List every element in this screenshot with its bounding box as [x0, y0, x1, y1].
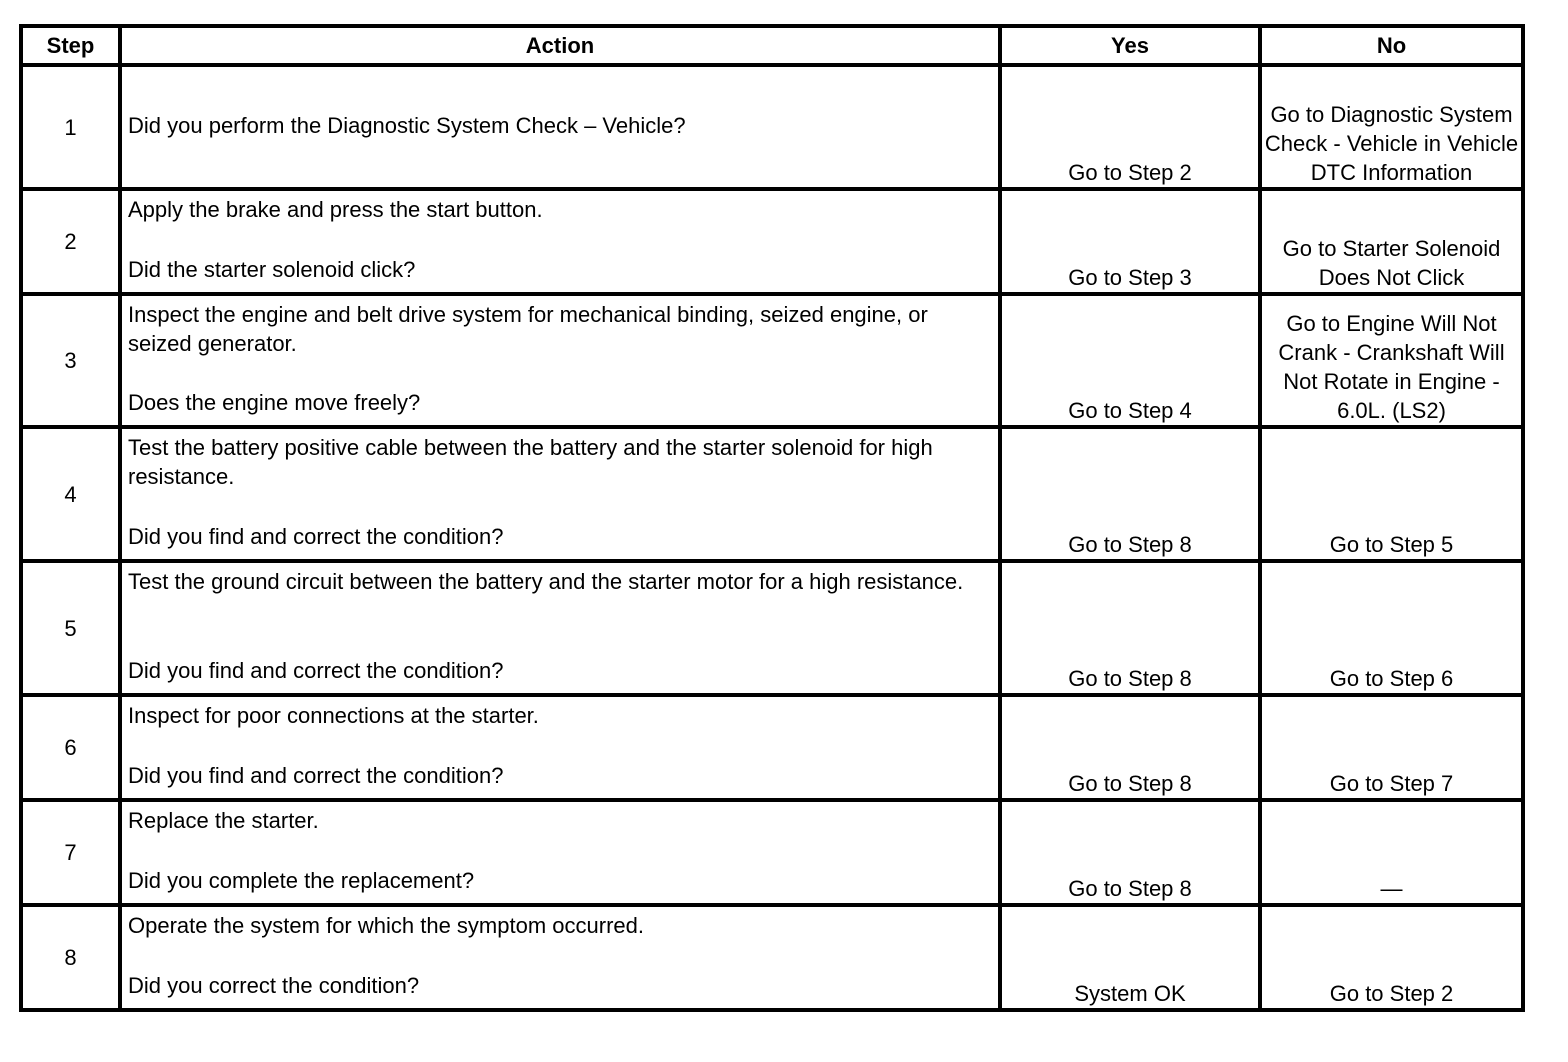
action-instruction: Test the battery positive cable between the battery and the starter solenoid for high resistance.	[128, 435, 933, 489]
table-row	[21, 427, 1523, 561]
action-instruction: Inspect the engine and belt drive system for mechanical binding, seized engine, or seized generator.	[128, 302, 928, 356]
action-instruction: Operate the system for which the symptom occurred.	[128, 913, 644, 938]
no-result: Go to Step 6	[1260, 561, 1523, 695]
action-question: Does the engine move freely?	[128, 390, 421, 415]
step-number: 1	[21, 65, 120, 189]
step-number: 3	[21, 294, 120, 427]
action-cell	[120, 427, 1000, 561]
no-result: Go to Step 5	[1260, 427, 1523, 561]
yes-result: System OK	[1000, 905, 1260, 1010]
step-number: 5	[21, 561, 120, 695]
yes-result: Go to Step 3	[1000, 189, 1260, 294]
action-cell	[120, 189, 1000, 294]
action-instruction: Test the ground circuit between the battery and the starter motor for a high resistance.	[128, 569, 964, 594]
action-instruction: Apply the brake and press the start button.	[128, 197, 543, 222]
action-instruction: Inspect for poor connections at the starter.	[128, 703, 539, 728]
header-yes: Yes	[1000, 26, 1260, 65]
action-cell	[120, 905, 1000, 1010]
action-cell	[120, 294, 1000, 427]
header-no: No	[1260, 26, 1523, 65]
no-result: Go to Engine Will Not Crank - Crankshaft Will Not Rotate in Engine - 6.0L. (LS2)	[1260, 294, 1523, 427]
table-row	[21, 905, 1523, 1010]
action-cell	[120, 65, 1000, 189]
action-question: Did you find and correct the condition?	[128, 763, 504, 788]
yes-result: Go to Step 2	[1000, 65, 1260, 189]
step-number: 2	[21, 189, 120, 294]
table-header-row	[21, 26, 1523, 65]
action-cell	[120, 561, 1000, 695]
action-instruction: Replace the starter.	[128, 808, 319, 833]
table-row	[21, 294, 1523, 427]
table-row	[21, 800, 1523, 905]
yes-result: Go to Step 8	[1000, 561, 1260, 695]
no-result: Go to Step 7	[1260, 695, 1523, 800]
table-row	[21, 189, 1523, 294]
table-row	[21, 561, 1523, 695]
diagnostic-table	[19, 24, 1525, 1012]
action-question: Did you complete the replacement?	[128, 868, 475, 893]
action-question: Did the starter solenoid click?	[128, 257, 416, 282]
header-step: Step	[21, 26, 120, 65]
step-number: 7	[21, 800, 120, 905]
action-question: Did you find and correct the condition?	[128, 658, 504, 683]
action-question: Did you find and correct the condition?	[128, 524, 504, 549]
action-question: Did you perform the Diagnostic System Check – Vehicle?	[128, 112, 686, 138]
table-row	[21, 695, 1523, 800]
no-result: —	[1260, 800, 1523, 905]
yes-result: Go to Step 8	[1000, 695, 1260, 800]
yes-result: Go to Step 8	[1000, 800, 1260, 905]
step-number: 4	[21, 427, 120, 561]
header-action: Action	[120, 26, 1000, 65]
yes-result: Go to Step 4	[1000, 294, 1260, 427]
action-question: Did you correct the condition?	[128, 973, 420, 998]
no-result: Go to Starter Solenoid Does Not Click	[1260, 189, 1523, 294]
action-cell	[120, 695, 1000, 800]
step-number: 8	[21, 905, 120, 1010]
table-row	[21, 65, 1523, 189]
action-cell	[120, 800, 1000, 905]
yes-result: Go to Step 8	[1000, 427, 1260, 561]
step-number: 6	[21, 695, 120, 800]
no-result: Go to Step 2	[1260, 905, 1523, 1010]
no-result: Go to Diagnostic System Check - Vehicle in Vehicle DTC Information	[1260, 65, 1523, 189]
